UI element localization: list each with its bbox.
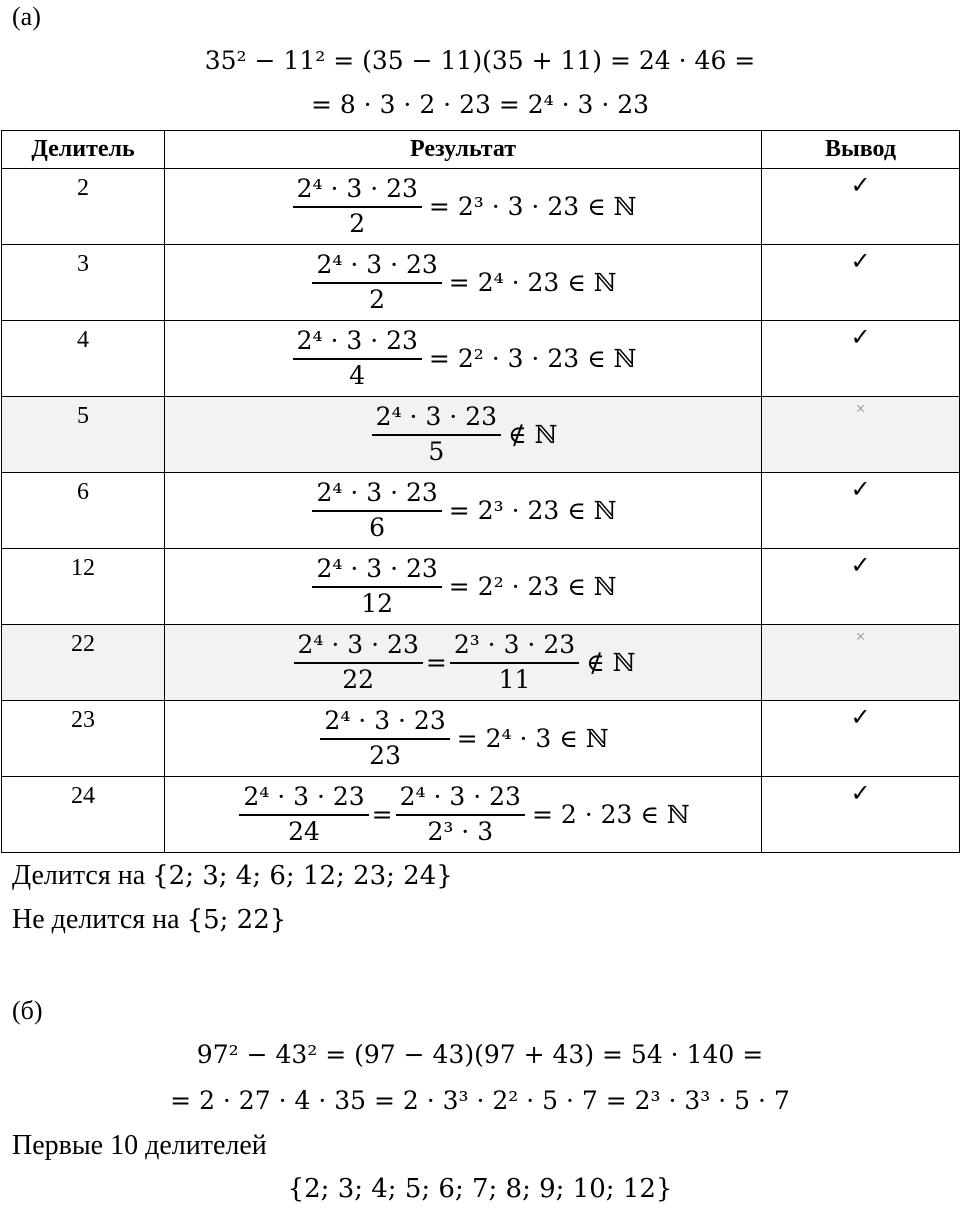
result-cell (165, 701, 762, 777)
verdict-cell (762, 397, 960, 473)
numerator: 2⁴ · 3 · 23 (320, 707, 449, 740)
equals-sign: = (371, 800, 393, 829)
verdict-cell (762, 321, 960, 397)
table-row (2, 321, 960, 397)
verdict-cell (762, 245, 960, 321)
denominator: 2³ · 3 (427, 816, 494, 846)
result-cell (165, 625, 762, 701)
result-cell (165, 473, 762, 549)
denominator: 2 (369, 284, 386, 314)
divisible-text: Делится на (12, 860, 146, 891)
numerator: 2⁴ · 3 · 23 (312, 251, 441, 284)
fraction (312, 479, 441, 543)
result-tail: = 2⁴ · 3 ∈ ℕ (456, 724, 609, 753)
first-divisors-set-value: {2; 3; 4; 5; 6; 7; 8; 9; 10; 12} (287, 1174, 673, 1204)
table-row (2, 397, 960, 473)
check-icon: ✓ (850, 553, 871, 579)
result-expression (309, 251, 616, 315)
divisor-cell: 22 (2, 625, 165, 701)
result-tail: ∉ ℕ (508, 420, 558, 449)
numerator: 2⁴ · 3 · 23 (293, 327, 422, 360)
result-expression (291, 631, 636, 695)
result-expression (309, 555, 616, 619)
fraction (372, 403, 501, 467)
table-row (2, 701, 960, 777)
part-a-equation-line-2: = 8 · 3 · 2 · 23 = 2⁴ · 3 · 23 (310, 90, 650, 119)
divisible-set: {2; 3; 4; 6; 12; 23; 24} (152, 861, 453, 891)
numerator: 2⁴ · 3 · 23 (293, 175, 422, 208)
table-row (2, 549, 960, 625)
simplified-fraction (450, 631, 579, 695)
result-tail: = 2² · 3 · 23 ∈ ℕ (428, 344, 637, 373)
numerator: 2⁴ · 3 · 23 (312, 479, 441, 512)
verdict-cell (762, 549, 960, 625)
header-verdict: Вывод (762, 131, 960, 169)
table-body (2, 169, 960, 853)
result-expression (290, 175, 637, 239)
result-expression (290, 327, 637, 391)
divisor-cell: 12 (2, 549, 165, 625)
check-icon: ✓ (850, 249, 871, 275)
denominator: 23 (369, 740, 401, 770)
numerator: 2⁴ · 3 · 23 (294, 631, 423, 664)
divisor-cell: 4 (2, 321, 165, 397)
result-tail: = 2⁴ · 23 ∈ ℕ (448, 268, 617, 297)
result-cell (165, 321, 762, 397)
result-cell (165, 245, 762, 321)
divisible-line (12, 860, 453, 892)
numerator: 2⁴ · 3 · 23 (312, 555, 441, 588)
fraction (293, 327, 422, 391)
divisor-cell: 2 (2, 169, 165, 245)
result-cell (165, 549, 762, 625)
numerator: 2³ · 3 · 23 (450, 631, 579, 664)
denominator: 5 (428, 436, 445, 466)
part-a-equation-line-1: 35² − 11² = (35 − 11)(35 + 11) = 24 · 46 = (204, 46, 756, 75)
not-divisible-set: {5; 22} (186, 905, 287, 935)
result-tail: ∉ ℕ (586, 648, 636, 677)
verdict-cell (762, 777, 960, 853)
numerator: 2⁴ · 3 · 23 (372, 403, 501, 436)
header-divisor: Делитель (2, 131, 165, 169)
divisor-table (1, 130, 960, 853)
part-b-equation-line-1: 97² − 43² = (97 − 43)(97 + 43) = 54 · 140 = (196, 1040, 764, 1069)
divisor-cell: 6 (2, 473, 165, 549)
table-row (2, 245, 960, 321)
check-icon: ✓ (850, 173, 871, 199)
numerator: 2⁴ · 3 · 23 (396, 783, 525, 816)
verdict-cell (762, 473, 960, 549)
verdict-cell (762, 625, 960, 701)
result-expression (317, 707, 608, 771)
check-icon: ✓ (850, 325, 871, 351)
divisor-cell: 23 (2, 701, 165, 777)
result-tail: = 2³ · 3 · 23 ∈ ℕ (428, 192, 637, 221)
verdict-cell (762, 169, 960, 245)
fraction (320, 707, 449, 771)
result-tail: = 2² · 23 ∈ ℕ (448, 572, 617, 601)
equals-sign: = (425, 648, 447, 677)
divisor-cell: 5 (2, 397, 165, 473)
header-result: Результат (165, 131, 762, 169)
check-icon: ✓ (850, 781, 871, 807)
part-b-equation-line-2: = 2 · 27 · 4 · 35 = 2 · 3³ · 2² · 5 · 7 = 2³ · 3³ · 5 · 7 (170, 1086, 790, 1115)
check-icon: ✓ (850, 477, 871, 503)
fraction (293, 175, 422, 239)
result-tail: = 2 · 23 ∈ ℕ (531, 800, 690, 829)
simplified-fraction (396, 783, 525, 847)
table-header-row (2, 131, 960, 169)
result-expression (236, 783, 689, 847)
check-icon: ✓ (850, 705, 871, 731)
denominator: 2 (349, 208, 366, 238)
denominator: 11 (498, 664, 531, 694)
result-cell (165, 777, 762, 853)
part-b-label: (б) (12, 996, 43, 1025)
table-row (2, 473, 960, 549)
table-row (2, 169, 960, 245)
first-divisors-text: Первые 10 делителей (12, 1130, 267, 1161)
verdict-cell (762, 701, 960, 777)
first-divisors-set (0, 1174, 960, 1204)
fraction (239, 783, 368, 847)
denominator: 24 (288, 816, 320, 846)
numerator: 2⁴ · 3 · 23 (239, 783, 368, 816)
fraction (312, 251, 441, 315)
result-cell (165, 397, 762, 473)
denominator: 4 (349, 360, 366, 390)
table-row (2, 625, 960, 701)
denominator: 6 (369, 512, 386, 542)
fraction (294, 631, 423, 695)
divisor-cell: 24 (2, 777, 165, 853)
cross-icon: × (855, 627, 866, 646)
not-divisible-text: Не делится на (12, 904, 180, 935)
part-a-label: (а) (12, 2, 41, 31)
result-expression (309, 479, 616, 543)
result-tail: = 2³ · 23 ∈ ℕ (448, 496, 617, 525)
fraction (312, 555, 441, 619)
result-expression (369, 403, 558, 467)
not-divisible-line (12, 904, 286, 936)
denominator: 12 (361, 588, 394, 618)
denominator: 22 (342, 664, 375, 694)
divisor-cell: 3 (2, 245, 165, 321)
result-cell (165, 169, 762, 245)
table-row (2, 777, 960, 853)
cross-icon: × (855, 399, 866, 418)
